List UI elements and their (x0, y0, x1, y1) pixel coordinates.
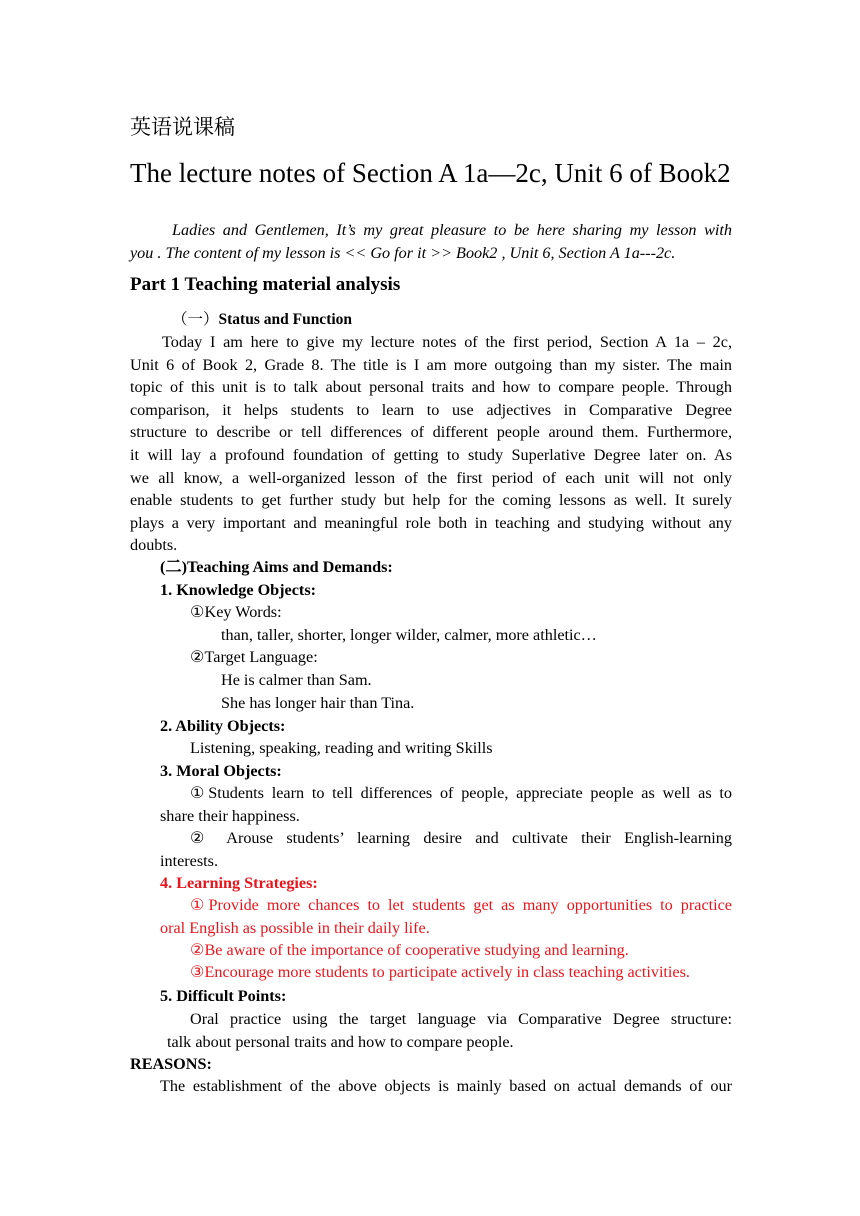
chinese-title: 英语说课稿 (130, 115, 235, 139)
part1-heading: Part 1 Teaching material analysis (130, 274, 401, 295)
difficult-line-2: talk about personal traits and how to compare people. (167, 1033, 514, 1051)
knowledge-heading: 1. Knowledge Objects: (160, 581, 317, 599)
status-line: enable students to get further study but help for the coming lessons as well. It surely (130, 491, 732, 510)
intro-line-2: you . The content of my lesson is << Go for it >> Book2 , Unit 6, Section A 1a---2c. (130, 243, 676, 262)
status-heading (172, 308, 352, 331)
ability-text: Listening, speaking, reading and writing Skills (190, 739, 493, 757)
reasons-line: The establishment of the above objects is mainly based on actual demands of our (160, 1077, 732, 1095)
status-heading-text: Status and Function (218, 311, 353, 328)
status-line: it will lay a profound foundation of getting to study Superlative Degree later on. As (130, 445, 732, 464)
target-sentence-2: She has longer hair than Tina. (221, 694, 415, 712)
status-line: Unit 6 of Book 2, Grade 8. The title is I am more outgoing than my sister. The main (130, 355, 732, 374)
status-line: doubts. (130, 536, 178, 555)
strategy-2: ②Be aware of the importance of cooperative studying and learning. (190, 941, 629, 959)
moral-item-1-line-2: share their happiness. (160, 807, 300, 825)
moral-item-2-line-2: interests. (160, 852, 218, 870)
intro-line-1: Ladies and Gentlemen, It’s my great pleasure to be here sharing my lesson with (172, 221, 732, 239)
status-line: we all know, a well-organized lesson of the first period of each unit will not only (130, 468, 732, 487)
status-line: plays a very important and meaningful role both in teaching and studying without any (130, 513, 732, 532)
difficult-line-1: Oral practice using the target language via Comparative Degree structure: (190, 1010, 732, 1028)
document-title: The lecture notes of Section A 1a—2c, Unit 6 of Book2 (130, 158, 731, 188)
key-words-label: ①Key Words: (190, 603, 282, 621)
status-paragraph (130, 331, 732, 557)
target-sentence-1: He is calmer than Sam. (221, 671, 372, 689)
moral-heading: 3. Moral Objects: (160, 762, 282, 780)
strategy-1-line-2: oral English as possible in their daily life. (160, 919, 430, 937)
status-line: Today I am here to give my lecture notes of the first period, Section A 1a – 2c, (162, 333, 732, 351)
moral-item-1-line-1: ①Students learn to tell differences of people, appreciate people as well as to (190, 784, 732, 802)
status-prefix: （一） (172, 310, 219, 328)
status-line: comparison, it helps students to learn to use adjectives in Comparative Degree (130, 400, 732, 419)
key-words: than, taller, shorter, longer wilder, calmer, more athletic… (221, 626, 597, 644)
status-line: structure to describe or tell differences of different people around them. Furthermore, (130, 423, 732, 442)
reasons-heading: REASONS: (130, 1055, 212, 1073)
strategies-heading: 4. Learning Strategies: (160, 874, 318, 892)
strategy-3: ③Encourage more students to participate actively in class teaching activities. (190, 963, 690, 981)
strategy-1-line-1: ①Provide more chances to let students get as many opportunities to practice (190, 896, 732, 914)
moral-item-2-line-1: ② Arouse students’ learning desire and cultivate their English-learning (190, 829, 732, 847)
target-language-label: ②Target Language: (190, 648, 318, 666)
status-line: topic of this unit is to talk about personal traits and how to compare people. Through (130, 378, 732, 397)
difficult-heading: 5. Difficult Points: (160, 987, 287, 1005)
intro-paragraph (130, 219, 732, 264)
ability-heading: 2. Ability Objects: (160, 717, 286, 735)
aims-heading: (二)Teaching Aims and Demands: (160, 558, 393, 576)
